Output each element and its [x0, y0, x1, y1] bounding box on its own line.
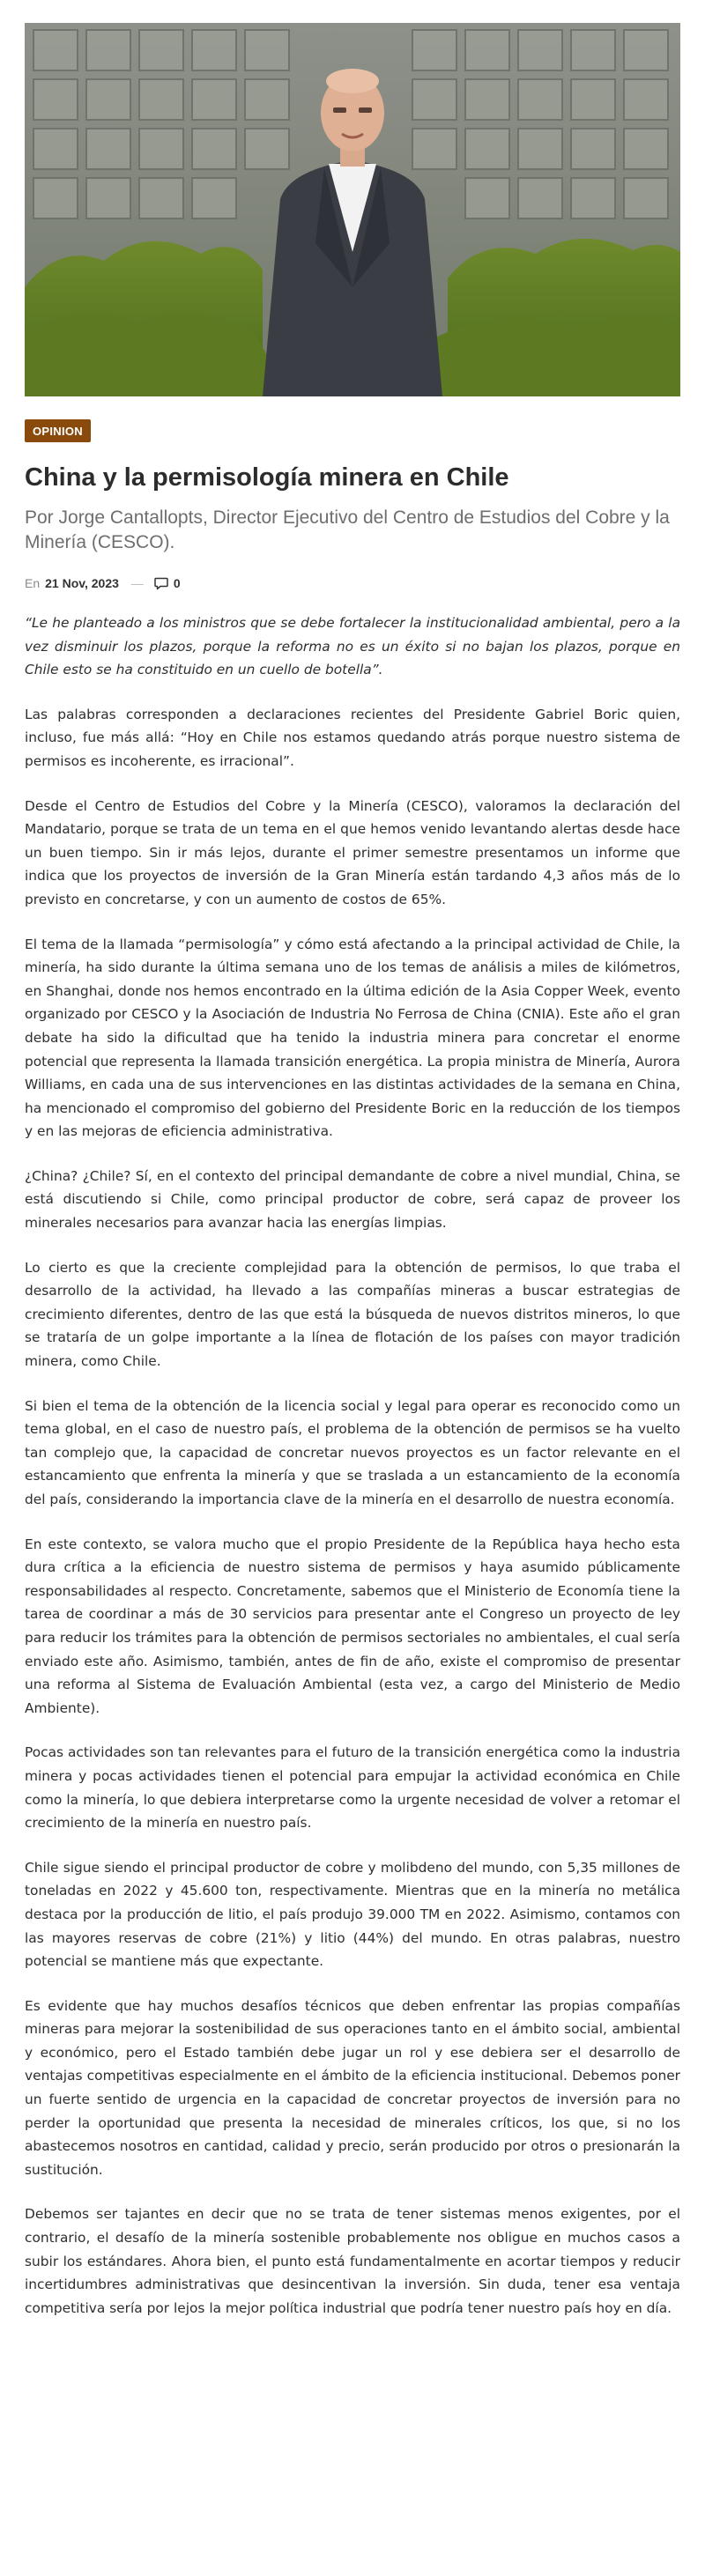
comment-bubble-icon [154, 577, 168, 590]
article-byline: Por Jorge Cantallopts, Director Ejecutivo del Centro de Estudios del Cobre y la Minería (CESCO). [25, 507, 670, 552]
article-paragraph: Las palabras corresponden a declaraciones recientes del Presidente Gabriel Boric quien, incluso, fue más allá: “Hoy en Chile nos estamos quedando atrás porque nuestro sistema de permisos es incoherente, es irracional”. [25, 706, 680, 769]
article-paragraph: Es evidente que hay muchos desafíos técnicos que deben enfrentar las propias compañías mineras para mejorar la sostenibilidad de sus operaciones tanto en el ámbito social, ambiental y económico, pero el Estado también debe jugar un rol y ese debiera ser el desarrollo de ventajas competitivas especialmente en el ámbito de la eficiencia institucional. Debemos poner un fuerte sentido de urgencia en la capacidad de concretar proyectos de inversión para no perder la oportunidad que presenta la necesidad de minerales críticos, los que, si no los abastecemos nosotros en cantidad, calidad y precio, serán producido por otros o presionarán la sustitución. [25, 1997, 680, 2178]
publish-date: 21 Nov, 2023 [45, 576, 119, 590]
comments-link[interactable] [154, 576, 181, 590]
portrait-image [25, 23, 680, 396]
article-paragraph: Si bien el tema de la obtención de la licencia social y legal para operar es reconocido como un tema global, en el caso de nuestro país, el problema de la obtención de permisos se ha vuelto tan complejo que, la capacidad de concretar nuevos proyectos es un factor relevante en el estancamiento que enfrenta la minería y que se traslada a un estancamiento de la economía del país, considerando la importancia clave de la minería en el desarrollo de nuestra economía. [25, 1397, 680, 1507]
article-meta [25, 574, 680, 592]
comments-count: 0 [173, 576, 181, 590]
article-paragraph: Pocas actividades son tan relevantes para el futuro de la transición energética como la industria minera y pocas actividades tienen el potencial para empujar la actividad económica en Chile como la minería, lo que debiera interpretarse como la urgente necesidad de volver a retomar el crecimiento de la minería en nuestro país. [25, 1744, 680, 1832]
article-paragraph: El tema de la llamada “permisología” y cómo está afectando a la principal actividad de Chile, la minería, ha sido durante la última semana uno de los temas de análisis a miles de kilómetros, en Shanghai, donde nos hemos encontrado en la última edición de la Asia Copper Week, evento organizado por CESCO y la Asociación de Industria No Ferrosa de China (CNIA). Este año el gran debate ha sido la dificultad que ha tenido la industria minera para concretar el enorme potencial que representa la llamada transición energética. La propia ministra de Minería, Aurora Williams, en cada una de sus intervenciones en las distintas actividades de la semana en China, ha mencionado el compromiso del gobierno del Presidente Boric en la reducción de los tiempos y en las mejoras de eficiencia administrativa. [25, 936, 680, 1140]
category-badge[interactable]: OPINION [25, 419, 91, 442]
article [25, 23, 680, 2341]
date-prefix: En [25, 576, 41, 590]
article-body [25, 611, 680, 2320]
article-paragraph: Lo cierto es que la creciente complejidad para la obtención de permisos, lo que traba el desarrollo de la actividad, ha llevado a las compañías mineras a buscar estrategias de crecimiento diferentes, dentro de las que está la búsqueda de nuevos distritos mineros, lo que se trataría de un golpe importante a la línea de flotación de los países con mayor tradición minera, como Chile. [25, 1259, 680, 1370]
article-paragraph: Chile sigue siendo el principal productor de cobre y molibdeno del mundo, con 5,35 millones de toneladas en 2022 y 45.600 ton, respectivamente. Mientras que en la minería no metálica destaca por la producción de litio, el país produjo 39.000 TM en 2022. Asimismo, contamos con las mayores reservas de cobre (21%) y litio (44%) del mundo. En otras palabras, nuestro potencial se mantiene más que expectante. [25, 1859, 680, 1970]
article-paragraph: Desde el Centro de Estudios del Cobre y la Minería (CESCO), valoramos la declaración del Mandatario, porque se trata de un tema en el que hemos venido levantando alertas desde hace un buen tiempo. Sin ir más lejos, durante el primer semestre presentamos un informe que indica que los proyectos de inversión de la Gran Minería están tardando 4,3 años más de lo previsto en concretarse, y con un aumento de costos de 65%. [25, 797, 680, 907]
article-paragraph: Debemos ser tajantes en decir que no se trata de tener sistemas menos exigentes, por el contrario, el desafío de la minería sostenible probablemente nos obligue en muchos casos a subir los estándares. Ahora bien, el punto está fundamentalmente en acortar tiempos y reducir incertidumbres administrativas que desincentivan la inversión. Sin duda, tener esa ventaja competitiva sería por lejos la mejor política industrial que podría tener nuestro país hoy en día. [25, 2206, 680, 2316]
hero-photo [25, 23, 680, 396]
article-title: China y la permisología minera en Chile [25, 463, 509, 492]
article-paragraph: ¿China? ¿Chile? Sí, en el contexto del principal demandante de cobre a nivel mundial, China, se está discutiendo si Chile, como principal productor de cobre, será capaz de proveer los minerales necesarios para avanzar hacia las energías limpias. [25, 1167, 680, 1232]
meta-separator: — [130, 576, 144, 590]
article-paragraph: En este contexto, se valora mucho que el propio Presidente de la República haya hecho esta dura crítica a la eficiencia de nuestro sistema de permisos y haya asumido públicamente responsabilidades al respecto. Concretamente, sabemos que el Ministerio de Economía tiene la tarea de coordinar a más de 30 servicios para presentar ante el Congreso un proyecto de ley para reducir los trámites para la obtención de permisos sectoriales no ambientales, el cual sería enviado este año. Asimismo, también, antes de fin de año, existe el compromiso de presentar una reforma al Sistema de Evaluación Ambiental (esta vez, a cargo del Ministerio de Medio Ambiente). [25, 1536, 680, 1716]
article-paragraph: “Le he planteado a los ministros que se debe fortalecer la institucionalidad ambiental, pero a la vez disminuir los plazos, porque la reforma no es un éxito si no bajan los plazos, porque en Chile esto se ha constituido en un cuello de botella”. [25, 615, 680, 678]
